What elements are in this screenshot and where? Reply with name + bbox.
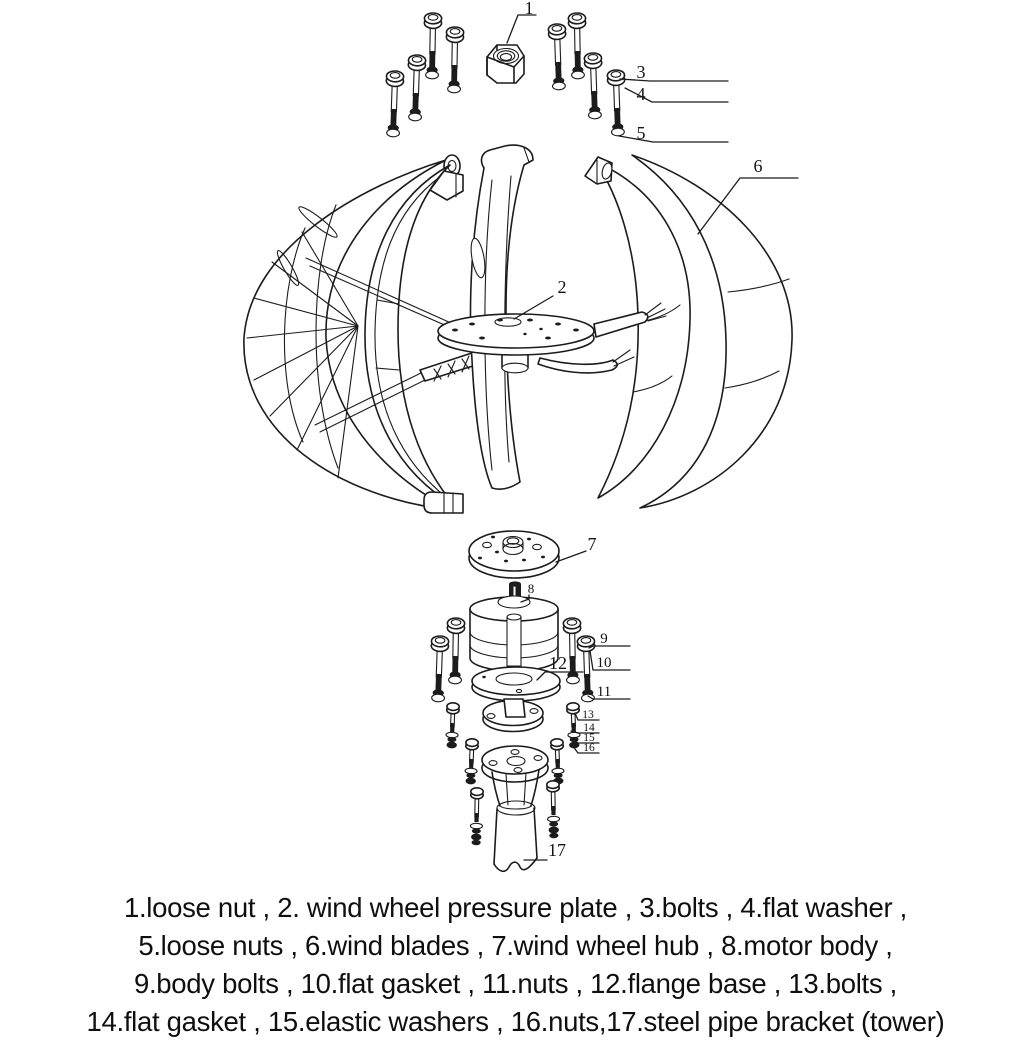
callout-5-label: 5	[636, 123, 646, 143]
callout-3-label: 3	[636, 62, 646, 82]
callout-7-label: 7	[587, 534, 597, 554]
callout-8-label: 8	[527, 581, 535, 596]
leader-1	[507, 15, 536, 43]
motor-body	[470, 581, 558, 671]
callout-12-label: 12	[549, 653, 567, 673]
callout-13-label: 13	[582, 709, 594, 721]
wind-wheel-assembly	[244, 145, 792, 513]
top-bolts-right-group	[548, 13, 626, 136]
callout-10-label: 10	[596, 655, 612, 671]
top-bolts-left-group	[384, 13, 463, 137]
bracket-upper-flange	[483, 699, 543, 732]
callout-14-label: 14	[583, 722, 595, 734]
steel-pipe-bracket	[482, 746, 548, 871]
leader-5	[619, 136, 728, 142]
caption-line-4: 14.flat gasket , 15.elastic washers , 16.nuts,17.steel pipe bracket (tower)	[86, 1006, 945, 1037]
caption-line-1: 1.loose nut , 2. wind wheel pressure plate , 3.bolts , 4.flat washer ,	[123, 892, 908, 923]
wind-wheel-hub	[469, 531, 559, 578]
callout-1-label: 1	[524, 0, 534, 18]
callout-2-label: 2	[557, 277, 567, 297]
parts-list-caption	[0, 889, 1031, 1041]
callout-16-label: 16	[583, 742, 595, 754]
callout-15-label: 15	[583, 732, 595, 744]
callout-9-label: 9	[600, 631, 608, 647]
caption-line-3: 9.body bolts , 10.flat gasket , 11.nuts , 12.flange base , 13.bolts ,	[133, 968, 898, 999]
leader-7	[556, 551, 586, 562]
wind-blade-1	[244, 155, 460, 510]
caption-line-2: 5.loose nuts , 6.wind blades , 7.wind wheel hub , 8.motor body ,	[138, 930, 893, 961]
callout-17-label: 17	[548, 840, 566, 860]
callout-11-label: 11	[596, 684, 612, 700]
callout-4-label: 4	[636, 84, 646, 104]
loose-nut	[487, 45, 524, 83]
callout-6-label: 6	[753, 156, 763, 176]
